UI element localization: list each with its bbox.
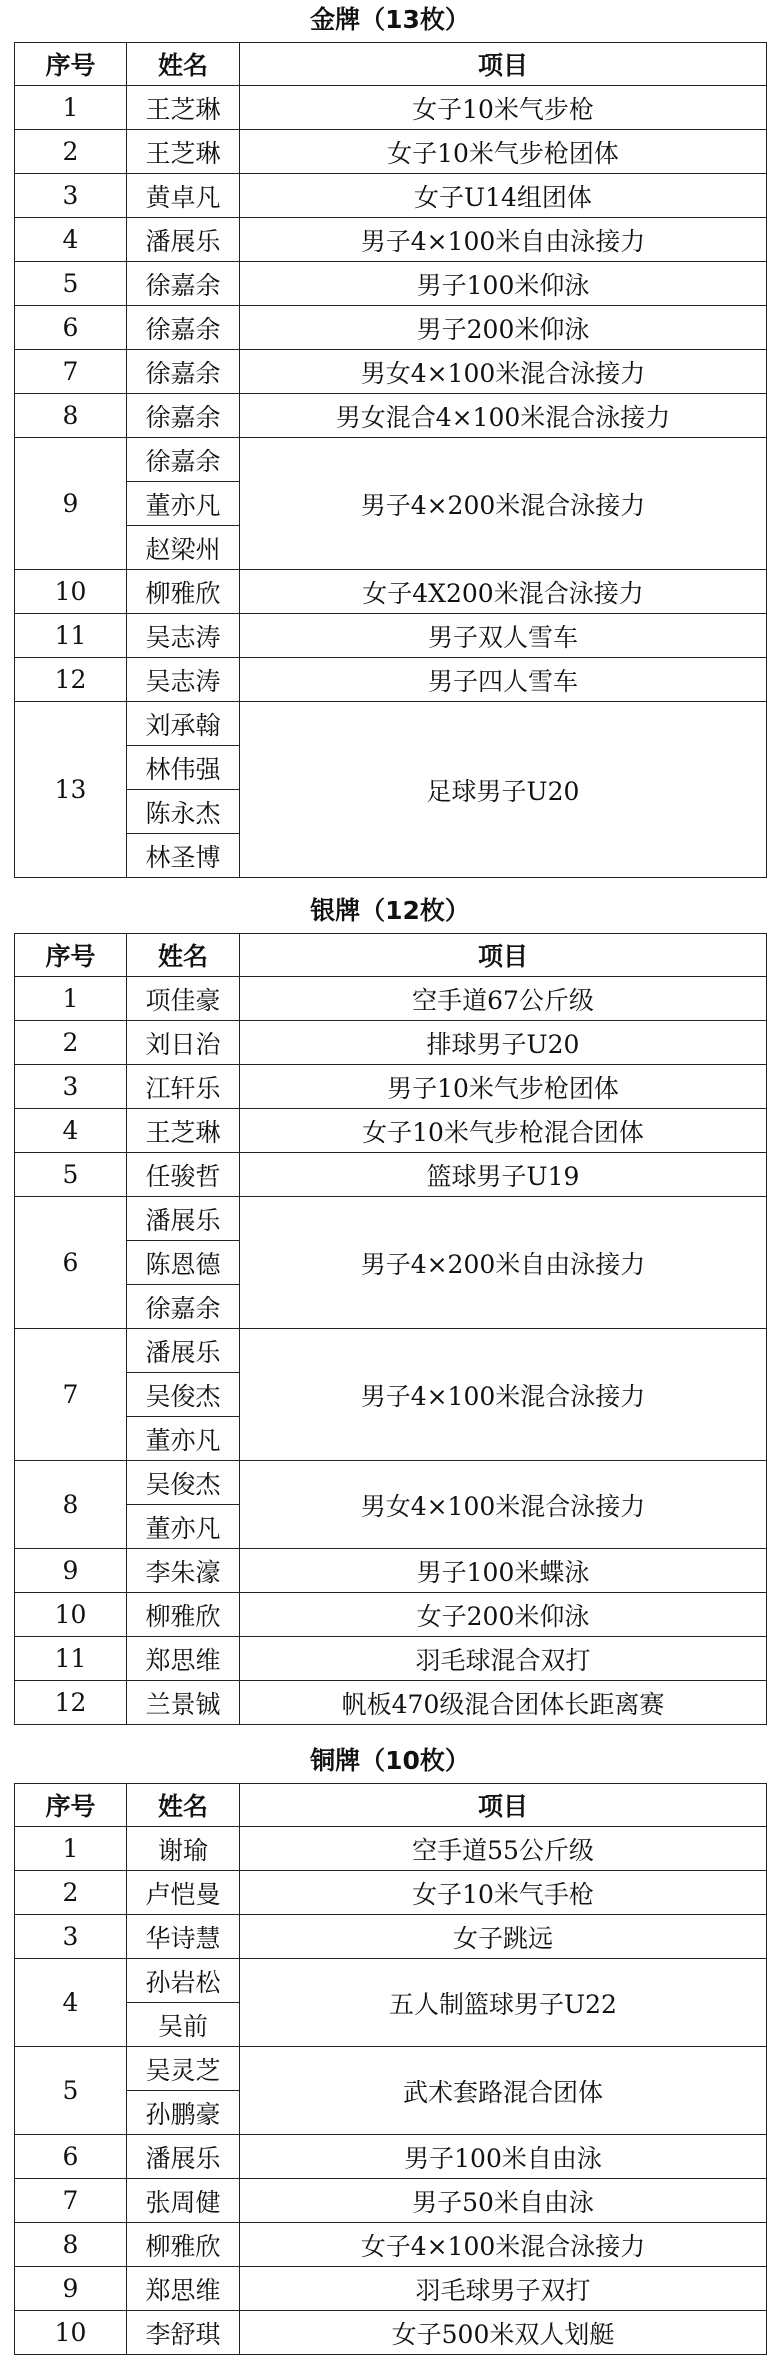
event-name: 女子10米气步枪混合团体 xyxy=(240,1109,767,1153)
athlete-name: 赵梁州 xyxy=(127,526,240,570)
athlete-name: 王芝琳 xyxy=(127,1109,240,1153)
event-name: 男女4×100米混合泳接力 xyxy=(240,1461,767,1549)
row-index: 4 xyxy=(15,218,127,262)
row-index: 1 xyxy=(15,86,127,130)
row-index: 10 xyxy=(15,570,127,614)
table-row xyxy=(15,1461,767,1505)
athlete-name: 吴前 xyxy=(127,2003,240,2047)
table-row xyxy=(15,394,767,438)
event-name: 男子4×100米混合泳接力 xyxy=(240,1329,767,1461)
table-row xyxy=(15,262,767,306)
event-name: 女子U14组团体 xyxy=(240,174,767,218)
event-name: 男女混合4×100米混合泳接力 xyxy=(240,394,767,438)
event-name: 男子10米气步枪团体 xyxy=(240,1065,767,1109)
table-row xyxy=(15,658,767,702)
table-row xyxy=(15,1915,767,1959)
table-row xyxy=(15,1549,767,1593)
row-index: 1 xyxy=(15,977,127,1021)
event-name: 男子4×200米混合泳接力 xyxy=(240,438,767,570)
header-name: 姓名 xyxy=(127,43,240,86)
table-row xyxy=(15,2311,767,2355)
table-row xyxy=(15,1827,767,1871)
row-index: 5 xyxy=(15,1153,127,1197)
header-row xyxy=(15,934,767,977)
header-event: 项目 xyxy=(240,43,767,86)
table-row xyxy=(15,1021,767,1065)
row-index: 8 xyxy=(15,1461,127,1549)
table-row xyxy=(15,86,767,130)
athlete-name: 陈恩德 xyxy=(127,1241,240,1285)
row-index: 2 xyxy=(15,130,127,174)
event-name: 排球男子U20 xyxy=(240,1021,767,1065)
table-row xyxy=(15,1197,767,1241)
event-name: 女子4X200米混合泳接力 xyxy=(240,570,767,614)
table-row xyxy=(15,1959,767,2003)
table-row xyxy=(15,1109,767,1153)
athlete-name: 刘承翰 xyxy=(127,702,240,746)
event-name: 男子50米自由泳 xyxy=(240,2179,767,2223)
row-index: 5 xyxy=(15,262,127,306)
table-row xyxy=(15,1329,767,1373)
event-name: 女子500米双人划艇 xyxy=(240,2311,767,2355)
event-name: 武术套路混合团体 xyxy=(240,2047,767,2135)
header-event: 项目 xyxy=(240,1784,767,1827)
table-row xyxy=(15,174,767,218)
athlete-name: 林伟强 xyxy=(127,746,240,790)
row-index: 4 xyxy=(15,1109,127,1153)
row-index: 9 xyxy=(15,438,127,570)
row-index: 11 xyxy=(15,1637,127,1681)
table-row xyxy=(15,1593,767,1637)
table-row xyxy=(15,1065,767,1109)
row-index: 4 xyxy=(15,1959,127,2047)
header-row xyxy=(15,1784,767,1827)
table-row xyxy=(15,350,767,394)
athlete-name: 项佳豪 xyxy=(127,977,240,1021)
header-index: 序号 xyxy=(15,43,127,86)
row-index: 3 xyxy=(15,174,127,218)
athlete-name: 徐嘉余 xyxy=(127,262,240,306)
row-index: 7 xyxy=(15,1329,127,1461)
row-index: 12 xyxy=(15,658,127,702)
table-row xyxy=(15,2135,767,2179)
table-row xyxy=(15,2223,767,2267)
athlete-name: 董亦凡 xyxy=(127,482,240,526)
event-name: 女子200米仰泳 xyxy=(240,1593,767,1637)
athlete-name: 孙鹏豪 xyxy=(127,2091,240,2135)
athlete-name: 吴志涛 xyxy=(127,658,240,702)
event-name: 男子4×200米自由泳接力 xyxy=(240,1197,767,1329)
row-index: 9 xyxy=(15,2267,127,2311)
table-row xyxy=(15,1681,767,1725)
row-index: 10 xyxy=(15,2311,127,2355)
row-index: 12 xyxy=(15,1681,127,1725)
row-index: 6 xyxy=(15,306,127,350)
athlete-name: 吴志涛 xyxy=(127,614,240,658)
header-index: 序号 xyxy=(15,934,127,977)
event-name: 羽毛球男子双打 xyxy=(240,2267,767,2311)
athlete-name: 谢瑜 xyxy=(127,1827,240,1871)
row-index: 3 xyxy=(15,1065,127,1109)
athlete-name: 吴俊杰 xyxy=(127,1373,240,1417)
athlete-name: 徐嘉余 xyxy=(127,1285,240,1329)
athlete-name: 潘展乐 xyxy=(127,2135,240,2179)
header-name: 姓名 xyxy=(127,1784,240,1827)
athlete-name: 吴俊杰 xyxy=(127,1461,240,1505)
event-name: 羽毛球混合双打 xyxy=(240,1637,767,1681)
row-index: 13 xyxy=(15,702,127,878)
row-index: 6 xyxy=(15,1197,127,1329)
event-name: 男女4×100米混合泳接力 xyxy=(240,350,767,394)
row-index: 10 xyxy=(15,1593,127,1637)
table-row xyxy=(15,614,767,658)
event-name: 男子200米仰泳 xyxy=(240,306,767,350)
gold-medal-title: 金牌（13枚） xyxy=(310,5,470,34)
table-row xyxy=(15,570,767,614)
athlete-name: 林圣博 xyxy=(127,834,240,878)
event-name: 男子100米自由泳 xyxy=(240,2135,767,2179)
header-name: 姓名 xyxy=(127,934,240,977)
athlete-name: 潘展乐 xyxy=(127,1329,240,1373)
event-name: 男子100米仰泳 xyxy=(240,262,767,306)
table-row xyxy=(15,2179,767,2223)
event-name: 男子双人雪车 xyxy=(240,614,767,658)
athlete-name: 华诗慧 xyxy=(127,1915,240,1959)
athlete-name: 柳雅欣 xyxy=(127,1593,240,1637)
row-index: 7 xyxy=(15,350,127,394)
table-row xyxy=(15,1871,767,1915)
row-index: 11 xyxy=(15,614,127,658)
athlete-name: 李朱濠 xyxy=(127,1549,240,1593)
row-index: 6 xyxy=(15,2135,127,2179)
bronze-medal-table xyxy=(14,1783,767,2355)
table-row xyxy=(15,702,767,746)
gold-medal-table xyxy=(14,42,767,878)
athlete-name: 董亦凡 xyxy=(127,1417,240,1461)
row-index: 2 xyxy=(15,1021,127,1065)
athlete-name: 陈永杰 xyxy=(127,790,240,834)
header-row xyxy=(15,43,767,86)
athlete-name: 徐嘉余 xyxy=(127,394,240,438)
athlete-name: 王芝琳 xyxy=(127,86,240,130)
event-name: 男子100米蝶泳 xyxy=(240,1549,767,1593)
row-index: 2 xyxy=(15,1871,127,1915)
athlete-name: 黄卓凡 xyxy=(127,174,240,218)
athlete-name: 江轩乐 xyxy=(127,1065,240,1109)
row-index: 9 xyxy=(15,1549,127,1593)
table-row xyxy=(15,1153,767,1197)
athlete-name: 郑思维 xyxy=(127,2267,240,2311)
silver-medal-title: 银牌（12枚） xyxy=(310,896,470,925)
event-name: 足球男子U20 xyxy=(240,702,767,878)
table-row xyxy=(15,2047,767,2091)
athlete-name: 王芝琳 xyxy=(127,130,240,174)
table-row xyxy=(15,218,767,262)
athlete-name: 任骏哲 xyxy=(127,1153,240,1197)
table-row xyxy=(15,2267,767,2311)
event-name: 空手道55公斤级 xyxy=(240,1827,767,1871)
row-index: 8 xyxy=(15,2223,127,2267)
athlete-name: 柳雅欣 xyxy=(127,570,240,614)
event-name: 五人制篮球男子U22 xyxy=(240,1959,767,2047)
row-index: 7 xyxy=(15,2179,127,2223)
event-name: 女子10米气步枪团体 xyxy=(240,130,767,174)
athlete-name: 徐嘉余 xyxy=(127,350,240,394)
event-name: 女子4×100米混合泳接力 xyxy=(240,2223,767,2267)
row-index: 5 xyxy=(15,2047,127,2135)
bronze-medal-title: 铜牌（10枚） xyxy=(310,1746,470,1775)
athlete-name: 兰景铖 xyxy=(127,1681,240,1725)
athlete-name: 郑思维 xyxy=(127,1637,240,1681)
event-name: 女子10米气手枪 xyxy=(240,1871,767,1915)
athlete-name: 刘日治 xyxy=(127,1021,240,1065)
athlete-name: 吴灵芝 xyxy=(127,2047,240,2091)
header-index: 序号 xyxy=(15,1784,127,1827)
table-row xyxy=(15,1637,767,1681)
row-index: 3 xyxy=(15,1915,127,1959)
event-name: 篮球男子U19 xyxy=(240,1153,767,1197)
header-event: 项目 xyxy=(240,934,767,977)
athlete-name: 孙岩松 xyxy=(127,1959,240,2003)
event-name: 男子4×100米自由泳接力 xyxy=(240,218,767,262)
athlete-name: 卢恺曼 xyxy=(127,1871,240,1915)
athlete-name: 潘展乐 xyxy=(127,218,240,262)
athlete-name: 张周健 xyxy=(127,2179,240,2223)
athlete-name: 董亦凡 xyxy=(127,1505,240,1549)
event-name: 空手道67公斤级 xyxy=(240,977,767,1021)
table-row xyxy=(15,306,767,350)
table-row xyxy=(15,130,767,174)
row-index: 1 xyxy=(15,1827,127,1871)
event-name: 女子10米气步枪 xyxy=(240,86,767,130)
table-row xyxy=(15,438,767,482)
event-name: 帆板470级混合团体长距离赛 xyxy=(240,1681,767,1725)
event-name: 男子四人雪车 xyxy=(240,658,767,702)
row-index: 8 xyxy=(15,394,127,438)
athlete-name: 柳雅欣 xyxy=(127,2223,240,2267)
silver-medal-table xyxy=(14,933,767,1725)
athlete-name: 潘展乐 xyxy=(127,1197,240,1241)
event-name: 女子跳远 xyxy=(240,1915,767,1959)
athlete-name: 徐嘉余 xyxy=(127,438,240,482)
athlete-name: 徐嘉余 xyxy=(127,306,240,350)
table-row xyxy=(15,977,767,1021)
athlete-name: 李舒琪 xyxy=(127,2311,240,2355)
